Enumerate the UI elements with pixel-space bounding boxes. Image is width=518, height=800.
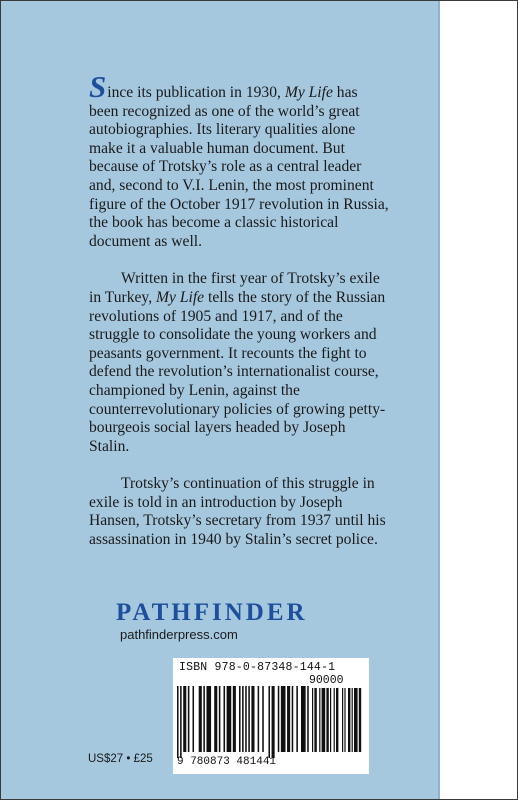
barcode-box (173, 658, 369, 774)
barcode-digits: 9 780873 481441 (177, 756, 277, 768)
publisher-logo: PATHFINDER (116, 599, 308, 626)
blurb-paragraph-2 (89, 270, 389, 456)
p1-book-title: My Life (284, 84, 333, 101)
p2-text-a: Written in the first year of Trotsky’s exile in Turkey, (89, 270, 380, 306)
ean-barcode-icon (177, 686, 309, 758)
publisher-url: pathfinderpress.com (120, 627, 238, 642)
p1-text-b: has been recognized as one of the world’s great autobiographies. Its literary qualities alone make it a valuable human document. But because of Trotsky’s role as a central leader and, second to V.I. Lenin, the most prominent figure of the October 1917 revolution in Russia, the book has become a classic historical document as well. (89, 84, 389, 250)
blurb-paragraph-3: Trotsky’s continuation of this struggle in exile is told in an introduction by Joseph Hansen, Trotsky’s secretary from 1937 until his assassination in 1940 by Stalin’s secret police. (89, 475, 386, 549)
p2-text-b: tells the story of the Russian revolutions of 1905 and 1917, and of the struggle to consolidate the young workers and peasants government. It recounts the fight to defend the revolution’s internationalist course, championed by Lenin, against the counterrevolutionary policies of growing petty-bourgeois social layers headed by Joseph Stalin. (89, 288, 386, 455)
addon-barcode-icon (312, 688, 366, 754)
blurb-text (89, 69, 389, 569)
back-cover-panel (1, 1, 438, 799)
p2-book-title: My Life (156, 288, 205, 306)
drop-cap: S (89, 69, 107, 104)
cover-edge-divider (438, 1, 440, 799)
p1-text-a: ince its publication in 1930, (107, 84, 285, 101)
price-addon-code: 90000 (309, 674, 344, 687)
price-label: US$27 • £25 (88, 753, 153, 765)
isbn-label: ISBN 978-0-87348-144-1 (179, 661, 336, 674)
blurb-paragraph-1 (89, 69, 389, 251)
publisher-block (116, 599, 308, 643)
